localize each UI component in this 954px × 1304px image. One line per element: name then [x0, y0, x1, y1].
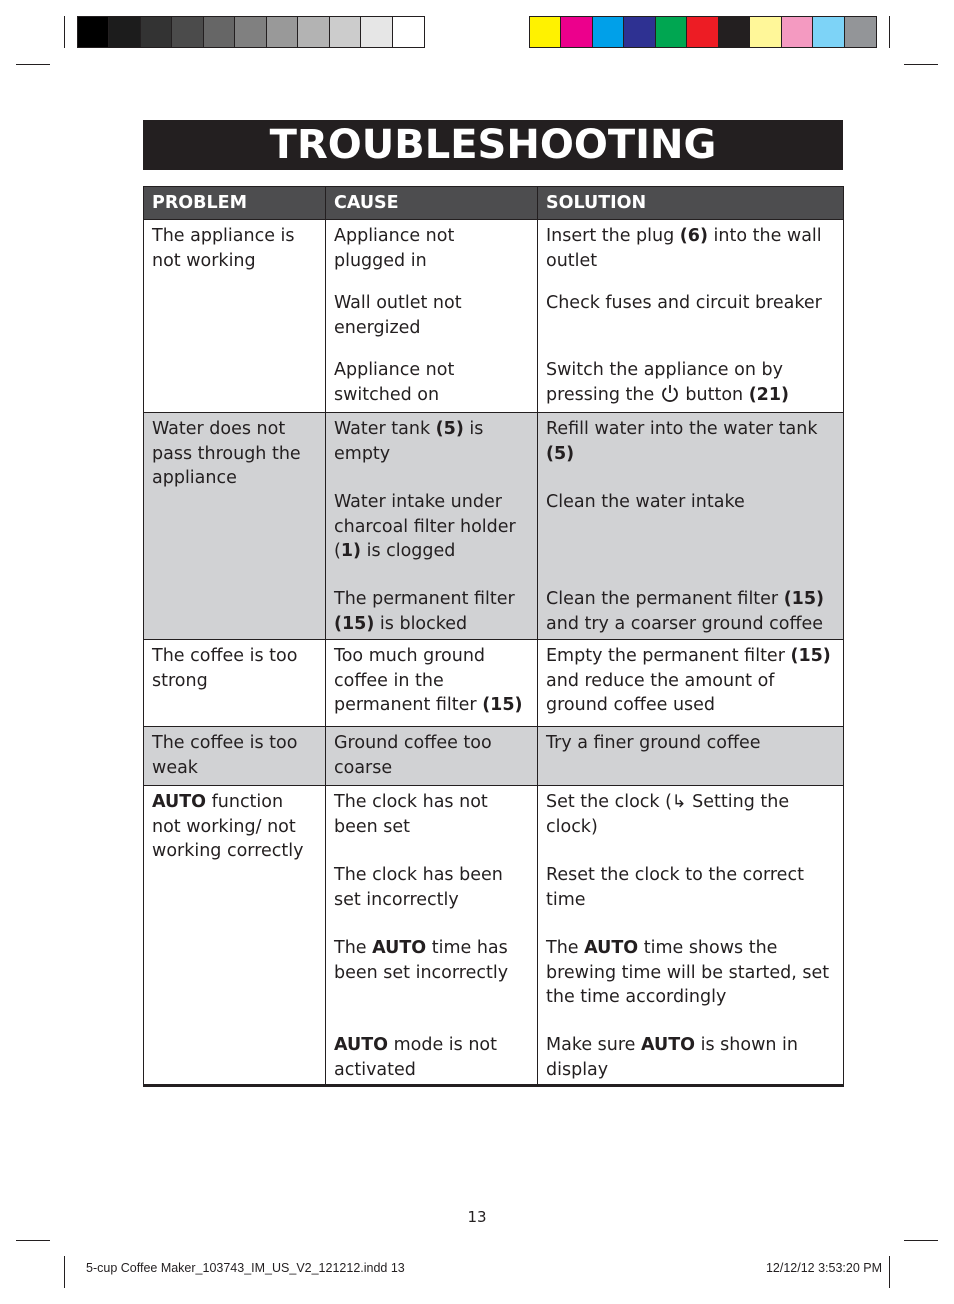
solution-entry: Refill water into the water tank (5)	[546, 419, 818, 464]
cause-cell	[326, 413, 538, 640]
color-swatch	[624, 17, 655, 47]
color-swatch	[750, 17, 781, 47]
footer-timestamp: 12/12/12 3:53:20 PM	[765, 1261, 882, 1275]
color-swatch	[561, 17, 592, 47]
cause-cell: Ground coffee too coarse	[326, 727, 538, 786]
crop-mark	[904, 1240, 938, 1241]
footer-file-info: 5-cup Coffee Maker_103743_IM_US_V2_121212.indd 13	[86, 1261, 405, 1275]
solution-cell	[538, 413, 844, 640]
color-swatch	[235, 17, 266, 47]
crop-mark	[889, 1256, 890, 1288]
color-swatch	[109, 17, 140, 47]
solution-cell	[538, 786, 844, 1086]
color-swatch	[267, 17, 298, 47]
solution-entry: Clean the water intake	[546, 492, 745, 512]
cause-entry: AUTO mode is not activated	[334, 1035, 497, 1080]
page-title: TROUBLESHOOTING	[269, 122, 717, 168]
color-swatch	[530, 17, 561, 47]
arrow-icon: ↳	[671, 792, 687, 812]
process-color-bar	[529, 16, 877, 48]
problem-cell: The appliance is not working	[144, 220, 326, 413]
problem-cell: Water does not pass through the appliance	[144, 413, 326, 640]
power-icon	[660, 383, 680, 411]
color-swatch	[813, 17, 844, 47]
solution-entry: Check fuses and circuit breaker	[546, 293, 822, 313]
cause-entry: Water intake under charcoal filter holder (1) is clogged	[334, 492, 516, 561]
cause-cell	[326, 786, 538, 1086]
crop-mark	[64, 16, 65, 48]
cause-entry: The clock has not been set	[334, 792, 488, 837]
solution-entry: Switch the appliance on by pressing the button (21)	[546, 358, 835, 410]
cause-entry: Water tank (5) is empty	[334, 419, 484, 464]
color-swatch	[687, 17, 718, 47]
color-swatch	[782, 17, 813, 47]
crop-mark	[16, 64, 50, 65]
header-problem: PROBLEM	[144, 187, 326, 220]
color-swatch	[141, 17, 172, 47]
page-number: 13	[467, 1208, 487, 1226]
table-header-row	[144, 187, 844, 220]
color-swatch	[845, 17, 876, 47]
color-swatch	[172, 17, 203, 47]
crop-mark	[16, 1240, 50, 1241]
table-row	[144, 727, 844, 786]
cause-entry: The AUTO time has been set incorrectly	[334, 938, 509, 983]
table-row	[144, 786, 844, 1086]
table-row	[144, 640, 844, 727]
title-banner	[143, 120, 843, 170]
solution-entry: Make sure AUTO is shown in display	[546, 1035, 798, 1080]
color-swatch	[393, 17, 424, 47]
solution-cell: Empty the permanent filter (15) and reduce the amount of ground coffee used	[538, 640, 844, 727]
cause-entry: Appliance not plugged in	[334, 226, 455, 271]
cause-entry: Appliance not switched on	[334, 360, 455, 405]
troubleshooting-table	[143, 186, 844, 1087]
color-swatch	[593, 17, 624, 47]
color-swatch	[656, 17, 687, 47]
solution-entry: Set the clock (↳ Setting the clock)	[546, 792, 790, 837]
cause-cell	[326, 220, 538, 413]
color-swatch	[361, 17, 392, 47]
table-row	[144, 220, 844, 413]
crop-mark	[64, 1256, 65, 1288]
cause-entry: The clock has been set incorrectly	[334, 865, 503, 910]
table-row	[144, 413, 844, 640]
solution-cell: Try a finer ground coffee	[538, 727, 844, 786]
crop-mark	[904, 64, 938, 65]
color-swatch	[204, 17, 235, 47]
crop-mark	[889, 16, 890, 48]
problem-cell: The coffee is too strong	[144, 640, 326, 727]
cause-entry: Wall outlet not energized	[334, 293, 462, 338]
color-swatch	[719, 17, 750, 47]
problem-cell: AUTO function not working/ not working correctly	[144, 786, 326, 1086]
solution-entry: The AUTO time shows the brewing time will be started, set the time accordingly	[546, 938, 830, 1007]
solution-entry: Reset the clock to the correct time	[546, 865, 804, 910]
color-swatch	[298, 17, 329, 47]
problem-cell: The coffee is too weak	[144, 727, 326, 786]
cause-entry: The permanent filter (15) is blocked	[334, 589, 515, 634]
cause-cell: Too much ground coffee in the permanent filter (15)	[326, 640, 538, 727]
header-cause: CAUSE	[326, 187, 538, 220]
solution-entry: Clean the permanent filter (15) and try a coarser ground coffee	[546, 589, 825, 634]
header-solution: SOLUTION	[538, 187, 844, 220]
color-swatch	[78, 17, 109, 47]
solution-cell	[538, 220, 844, 413]
solution-entry: Insert the plug (6) into the wall outlet	[546, 226, 822, 271]
grayscale-color-bar	[77, 16, 425, 48]
color-swatch	[330, 17, 361, 47]
